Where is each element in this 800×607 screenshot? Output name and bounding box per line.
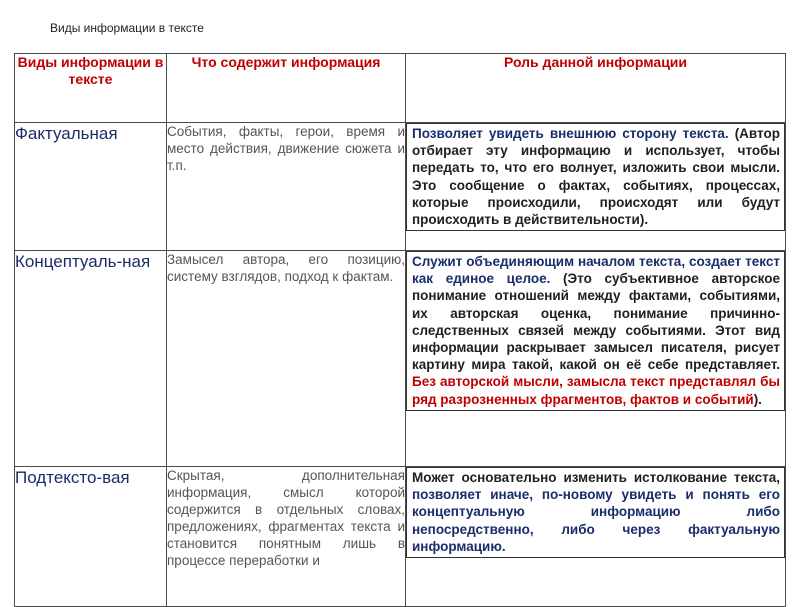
role-text-part: (Это субъективное авторское понимание отношений между фактами, событиями, их авторская оценка, понимание причинно-следственных связей между событиями. Этот вид информации раскрывает замысел писателя, рисует картину мира такой, какой он её себе представляет. [412,271,780,373]
role-text-part: позволяет иначе, по-новому увидеть и понять его концептуальную информацию либо непосредственно, либо через фактуальную информацию. [412,487,780,554]
row-type-name: Подтексто-вая [15,467,167,607]
table-row [15,467,786,607]
role-text-part: Служит объединяющим началом текста, создает текст как единое целое. [412,254,780,287]
role-box [406,123,785,231]
row-contents: События, факты, герои, время и место действия, движение сюжета и т.п. [167,123,406,251]
info-types-table [14,53,786,607]
row-type-name: Фактуальная [15,123,167,251]
role-text-part: (Автор отбирает эту информацию и использует, чтобы передать то, что его волнует, изложить свои мысли. Это сообщение о фактах, событиях, процессах, которые происходили, происходят или будут происходить в действительности). [412,126,780,228]
role-text-part: ). [753,391,762,407]
row-role [406,123,786,251]
role-text-part: Без авторской мысли, замысла текст представлял бы ряд разрозненных фрагментов, фактов и событий [412,374,780,407]
role-text-part: Может основательно изменить истолкование текста, [412,470,780,485]
table-row [15,123,786,251]
row-role [406,251,786,467]
table-header-row [15,54,786,123]
row-contents: Замысел автора, его позицию, систему взглядов, подход к фактам. [167,251,406,467]
role-box [406,467,785,558]
header-contents: Что содержит информация [167,54,406,123]
row-type-name: Концептуаль-ная [15,251,167,467]
role-box [406,251,785,411]
row-role [406,467,786,607]
role-text-part: Позволяет увидеть внешнюю сторону текста. [412,126,729,141]
table-row [15,251,786,467]
header-types: Виды информации в тексте [15,54,167,123]
page-title: Виды информации в тексте [50,21,204,35]
header-role: Роль данной информации [406,54,786,123]
row-contents: Скрытая, дополнительная информация, смысл которой содержится в отдельных словах, предложениях, фрагментах текста и становится понятным лишь в процессе переработки и [167,467,406,607]
